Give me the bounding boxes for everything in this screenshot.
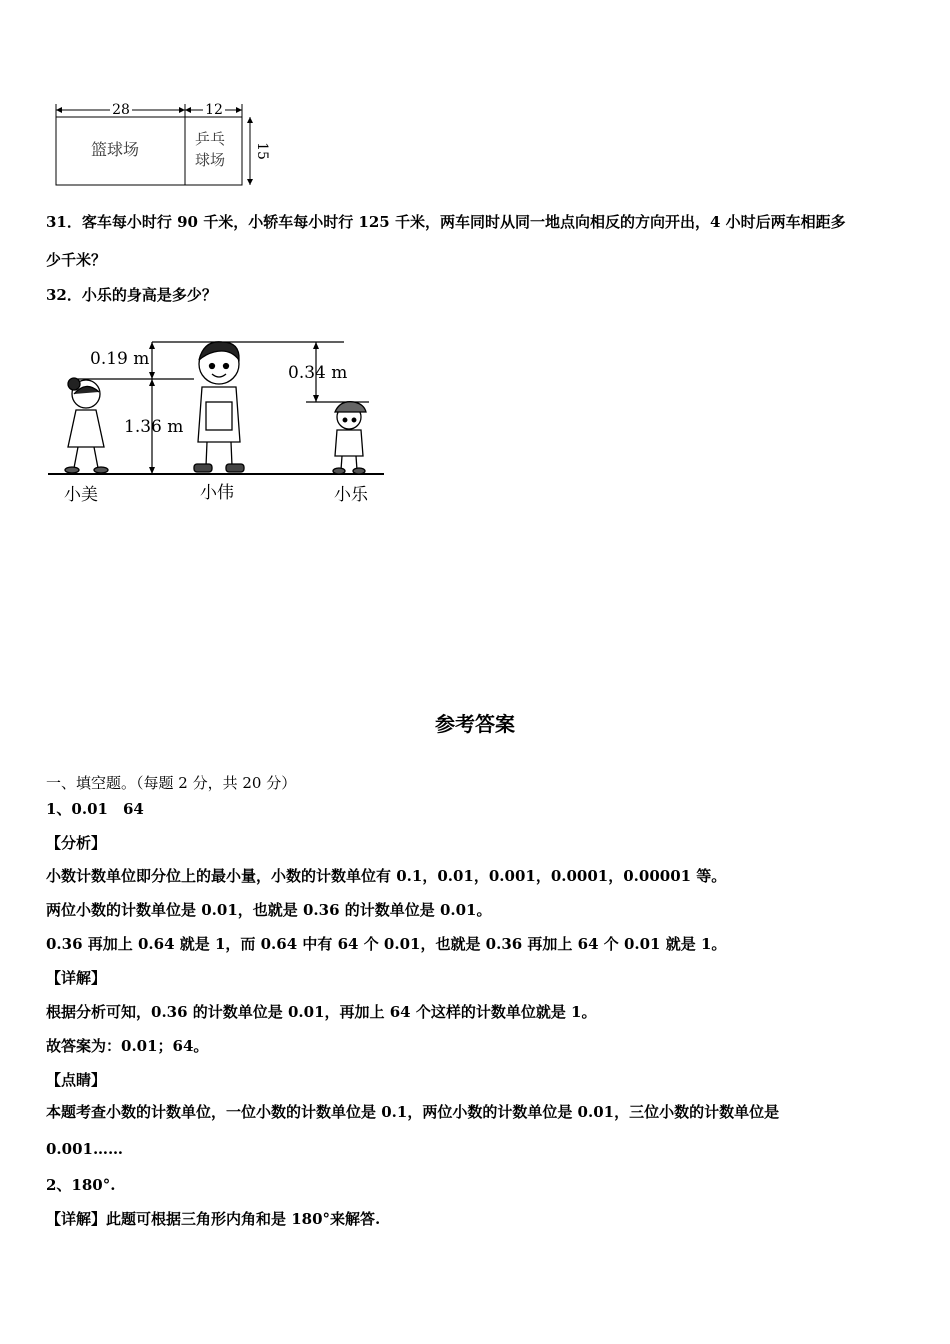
pingpong-label-1: 乒乓 (194, 130, 226, 148)
name-xiaomei: 小美 (64, 485, 98, 505)
question-31-line2: 少千米？ (46, 251, 107, 269)
comment-line-2: 0.001…… (46, 1140, 123, 1158)
analysis-line-2: 两位小数的计数单位是 0.01，也就是 0.36 的计数单位是 0.01。 (46, 901, 492, 919)
height-figure (44, 332, 394, 512)
analysis-tag: 【分析】 (46, 834, 107, 852)
section-1-heading: 一、填空题。（每题 2 分，共 20 分） (46, 774, 297, 792)
answer-1: 1、0.01 64 (46, 800, 144, 818)
detail-line-2: 故答案为：0.01；64。 (46, 1037, 209, 1055)
small-boy-figure (333, 402, 366, 474)
detail-line-1: 根据分析可知，0.36 的计数单位是 0.01，再加上 64 个这样的计数单位就是 1。 (46, 1003, 597, 1021)
question-31-line1: 31．客车每小时行 90 千米，小轿车每小时行 125 千米，两车同时从同一地点向相反的方向开出，4 小时后两车相距多 (46, 213, 846, 231)
dim-019-label: 0.19 m (90, 349, 150, 369)
basketball-label: 篮球场 (90, 140, 140, 159)
dim-15-label: 15 (254, 142, 270, 160)
answer-2-detail: 【详解】此题可根据三角形内角和是 180°来解答. (46, 1210, 381, 1228)
detail-tag: 【详解】 (46, 969, 107, 987)
court-figure (40, 95, 270, 195)
tall-boy-figure (194, 342, 244, 472)
name-xiaowei: 小伟 (200, 483, 234, 503)
pingpong-label-2: 球场 (194, 151, 226, 169)
name-xiaole: 小乐 (334, 485, 368, 505)
analysis-line-1: 小数计数单位即分位上的最小量，小数的计数单位有 0.1，0.01，0.001，0.0001，0.00001 等。 (46, 867, 727, 885)
girl-figure (65, 378, 108, 473)
comment-tag: 【点睛】 (46, 1071, 107, 1089)
dim-034-label: 0.34 m (288, 363, 348, 383)
answers-title: 参考答案 (435, 712, 515, 736)
dim-28-label: 28 (112, 102, 130, 118)
answer-2: 2、180°. (46, 1176, 116, 1194)
analysis-line-3: 0.36 再加上 0.64 就是 1，而 0.64 中有 64 个 0.01，也就是 0.36 再加上 64 个 0.01 就是 1。 (46, 935, 727, 953)
dim-136-label: 1.36 m (124, 417, 184, 437)
comment-line-1: 本题考查小数的计数单位，一位小数的计数单位是 0.1，两位小数的计数单位是 0.01，三位小数的计数单位是 (46, 1103, 780, 1121)
question-32: 32．小乐的身高是多少？ (46, 286, 217, 304)
dim-12-label: 12 (205, 102, 223, 118)
